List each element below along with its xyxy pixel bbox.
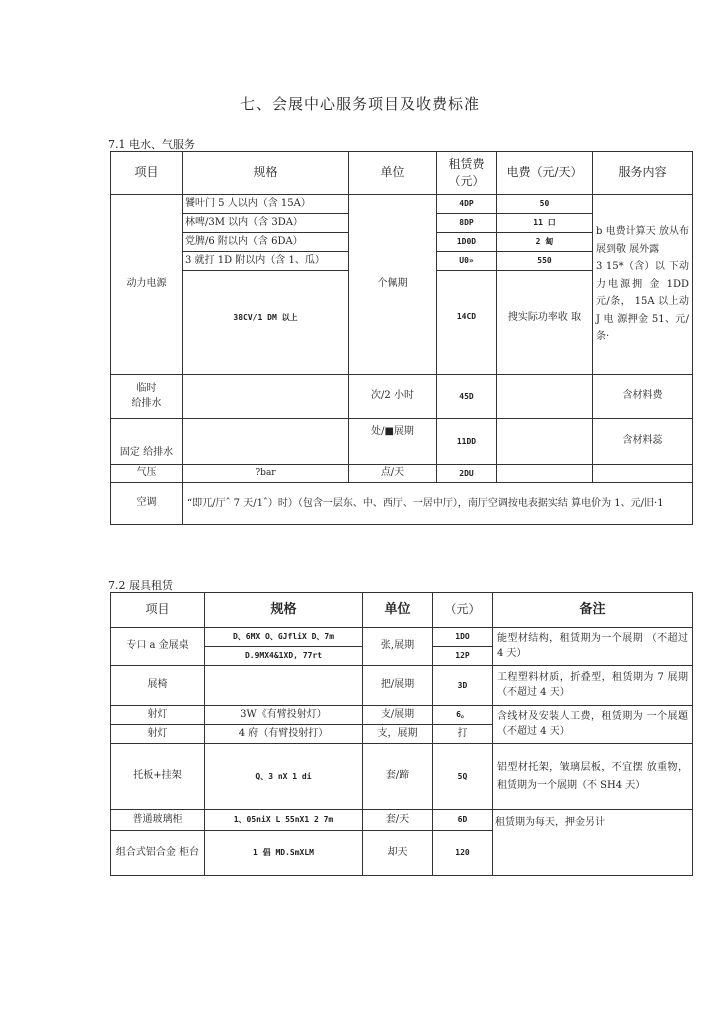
table-price: 12P (433, 647, 493, 666)
air-item: 气压 (111, 465, 183, 483)
water-temp-unit: 次/2 小时 (349, 375, 437, 419)
header-rent-line1: 租赁费 (448, 156, 485, 171)
table-spec: D、6MX O、GJfliX D、7m (205, 628, 363, 647)
power-spec-text: 38CV/1 DM 以上 (233, 313, 298, 322)
spotlight-price: 打 (433, 725, 493, 744)
chair-item: 展椅 (111, 666, 205, 706)
power-service-part2: 3 15*（含）以 下动力电源拥 金 1DD 元/条， 15A 以上动 J 电 源押金 51、元/ 条· (596, 261, 689, 343)
header-note: 备注 (493, 593, 693, 628)
combo-item: 组合式铝合金 柜台 (111, 831, 205, 876)
chair-unit: 把/展期 (363, 666, 433, 706)
table-row (111, 483, 693, 525)
water-fixed-spec (183, 419, 349, 465)
air-rent: 2DU (437, 465, 497, 483)
header-unit: 单位 (363, 593, 433, 628)
furniture-table (110, 592, 693, 876)
water-fixed-rent: 11DD (437, 419, 497, 465)
power-item: 动力电源 (111, 195, 183, 375)
table-row (111, 465, 693, 483)
header-rent (437, 152, 497, 195)
combo-spec: 1 倡 MD.SmXLM (205, 831, 363, 876)
power-service (593, 195, 693, 375)
table-unit: 张,展期 (363, 628, 433, 666)
chair-spec (205, 666, 363, 706)
water-fixed-power (497, 419, 593, 465)
power-fee: 搜实际功率收 取 (497, 271, 593, 375)
spotlight-unit: 支，展期 (363, 725, 433, 744)
chair-note: 工程塑料材质，折叠型，租赁期为 7 展期（不超过 4 天） (493, 666, 693, 706)
header-rent-line2: （元） (448, 174, 485, 188)
power-spec (183, 271, 349, 375)
table-note: 能型材结构，租赁期为一个展期 （不超过 4 天） (493, 628, 693, 666)
table-spec: D.9MX4&1XD, 77rt (205, 647, 363, 666)
power-spec: 3 就打 1D 附以内（含 1、瓜） (183, 252, 349, 271)
header-power: 电费（元/天） (497, 152, 593, 195)
power-fee: 11 口 (497, 214, 593, 233)
table-row (111, 810, 693, 831)
air-unit: 点/天 (349, 465, 437, 483)
shelf-note: 铝型材托架，皱璃层板，不宜摆 放重物，租赁期为一个展期（不 SH4 天） (493, 744, 693, 810)
ac-description: “即兀/厅ˆ 7 天/1ˆ）时）（包含一层东、中、西厅、一居中厅），南厅空调按电表据实结 算电价为 1、元/旧·1 (183, 483, 693, 525)
power-rent: 14CD (437, 271, 497, 375)
table-item: 专口 a 金展桌 (111, 628, 205, 666)
combo-note: 租赁期为每天，押金另计 (493, 810, 693, 876)
water-temp-line1: 临时 (136, 383, 157, 394)
water-temp-power (497, 375, 593, 419)
section-heading-utilities: 7.1 电水、气服务 (108, 138, 195, 151)
table-row (111, 375, 693, 419)
combo-unit: 却天 (363, 831, 433, 876)
water-temp-spec (183, 375, 349, 419)
spotlight-item: 射灯 (111, 725, 205, 744)
utilities-table (110, 151, 693, 525)
section-heading-furniture: 7.2 展具租赁 (108, 579, 173, 592)
water-fixed-unit: 处/■展期 (349, 419, 437, 465)
power-fee: 2 匐 (497, 233, 593, 252)
table-row (111, 419, 693, 465)
chair-price: 3D (433, 666, 493, 706)
power-spec: 林啤/3M 以内（含 3DA） (183, 214, 349, 233)
power-fee: 550 (497, 252, 593, 271)
air-power (497, 465, 593, 483)
page-title: 七、会展中心服务项目及收费标准 (239, 95, 480, 113)
shelf-item: 托板+挂架 (111, 744, 205, 810)
table-row (111, 744, 693, 810)
table-row (111, 666, 693, 706)
table-row (111, 195, 693, 214)
table-header-row (111, 152, 693, 195)
power-service-part1: b 电费计算天 放从布展到敬 展外露 (596, 226, 689, 255)
header-price: （元） (433, 593, 493, 628)
water-temp-rent: 45D (437, 375, 497, 419)
cabinet-spec: 1、05niX L 55nX1 2 7m (205, 810, 363, 831)
air-service (593, 465, 693, 483)
power-rent: U0» (437, 252, 497, 271)
water-temp-line2: 给排水 (131, 397, 162, 409)
power-spec: 饕叶门 5 人以内（含 15A） (183, 195, 349, 214)
cabinet-unit: 套/天 (363, 810, 433, 831)
spotlight-spec: 3W《有臂投射灯） (205, 706, 363, 725)
header-item: 项目 (111, 152, 183, 195)
spotlight-spec: 4 府（有臂投射打） (205, 725, 363, 744)
power-spec: 党脾/6 附以内（含 6DA） (183, 233, 349, 252)
shelf-price: 5Q (433, 744, 493, 810)
power-rent: 8DP (437, 214, 497, 233)
cabinet-item: 普通玻璃柜 (111, 810, 205, 831)
cabinet-price: 6D (433, 810, 493, 831)
spotlight-note: 含线材及安装人工费，租赁期为 一个展題（不超过 4 天） (493, 706, 693, 744)
header-item: 项目 (111, 593, 205, 628)
header-spec: 规格 (183, 152, 349, 195)
table-row (111, 628, 693, 647)
water-fixed-service: 含材料蕊 (593, 419, 693, 465)
power-rent: 4DP (437, 195, 497, 214)
header-service: 服务内容 (593, 152, 693, 195)
combo-price: 120 (433, 831, 493, 876)
spotlight-item: 射灯 (111, 706, 205, 725)
table-price: 1DO (433, 628, 493, 647)
table-header-row (111, 593, 693, 628)
shelf-unit: 套/蹄 (363, 744, 433, 810)
water-temp-item (111, 375, 183, 419)
water-temp-service: 含材料费 (593, 375, 693, 419)
shelf-spec: Q、3 nX 1 di (205, 744, 363, 810)
power-rent: 1D0D (437, 233, 497, 252)
ac-item: 空调 (111, 483, 183, 525)
table-row (111, 706, 693, 725)
air-spec: ?bar (183, 465, 349, 483)
spotlight-price: 6。 (433, 706, 493, 725)
spotlight-unit: 支/展期 (363, 706, 433, 725)
power-unit: 个佩期 (349, 195, 437, 375)
header-unit: 单位 (349, 152, 437, 195)
header-spec: 规格 (205, 593, 363, 628)
water-fixed-item: 固定 给排水 (111, 419, 183, 465)
power-fee: 50 (497, 195, 593, 214)
